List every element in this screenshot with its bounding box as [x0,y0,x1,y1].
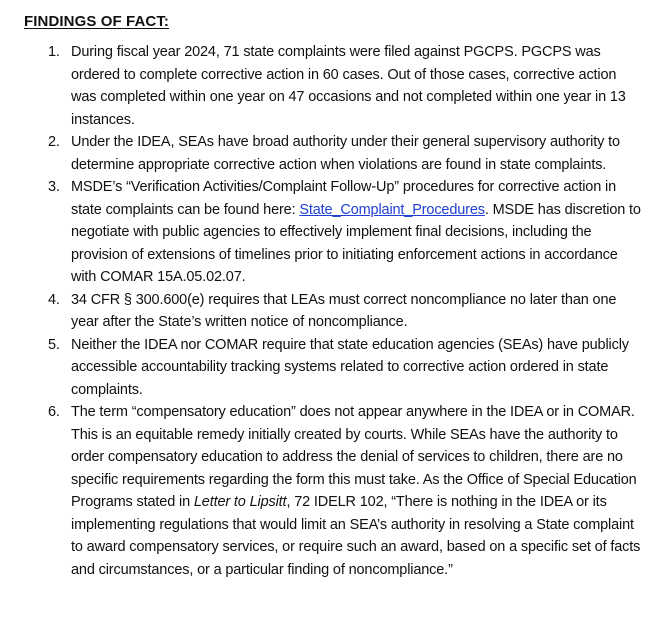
finding-5 [24,334,645,402]
finding-text: Neither the IDEA nor COMAR require that state education agencies (SEAs) have publicly accessible accountability tracking systems related to corrective action ordered in state complaints. [71,336,629,398]
finding-number: 5. [48,336,60,353]
finding-text-after-link: . MSDE has discretion to negotiate with public agencies to effectively implement final decisions, including the provision of extensions of timelines prior to initiating enforcement actions in accordance with COMAR 15A.05.02.07. [71,201,641,285]
finding-number: 3. [48,179,60,195]
finding-number: 6. [48,404,60,420]
finding-number: 2. [48,134,60,150]
finding-number: 4. [48,291,60,308]
case-citation-italic: Letter to Lipsitt [193,494,287,510]
finding-text-before-link: MSDE’s “Verification Activities/Complaint Follow-Up” procedures for corrective action in state complaints can be found here: [71,179,616,218]
finding-2 [24,131,645,176]
finding-text: During fiscal year 2024, 71 state complaints were filed against PGCPS. PGCPS was ordered to complete corrective action in 60 cases. Out of those cases, corrective action was completed within one year on 47 occasions and not completed within one year in 13 instances. [71,44,626,128]
finding-text: Under the IDEA, SEAs have broad authority under their general supervisory authority to determine appropriate corrective action when violations are found in state complaints. [71,134,620,173]
finding-number: 1. [48,44,60,60]
finding-text-after-italic: , 72 IDELR 102, “There is nothing in the IDEA or its implementing regulations that would limit an SEA’s authority in resolving a State complaint to award compensatory services, or require such an award, based on a specific set of facts and circumstances, or a particular finding of noncompliance.” [71,494,641,578]
finding-text-before-italic: The term “compensatory education” does not appear anywhere in the IDEA or in COMAR. This is an equitable remedy initially created by courts. While SEAs have the authority to order compensatory education to address the denial of services to children, there are no specific requirements regarding the form this must take. As the Office of Special Education Programs stated in [71,404,637,510]
finding-4 [24,289,645,334]
findings-list [24,41,645,581]
finding-6 [24,401,645,581]
finding-3 [24,176,645,289]
findings-heading: FINDINGS OF FACT: [24,13,170,30]
finding-1 [24,41,645,131]
state-complaint-procedures-link[interactable]: State_Complaint_Procedures [299,201,485,218]
finding-text: 34 CFR § 300.600(e) requires that LEAs must correct noncompliance no later than one year after the State’s written notice of noncompliance. [71,291,617,330]
